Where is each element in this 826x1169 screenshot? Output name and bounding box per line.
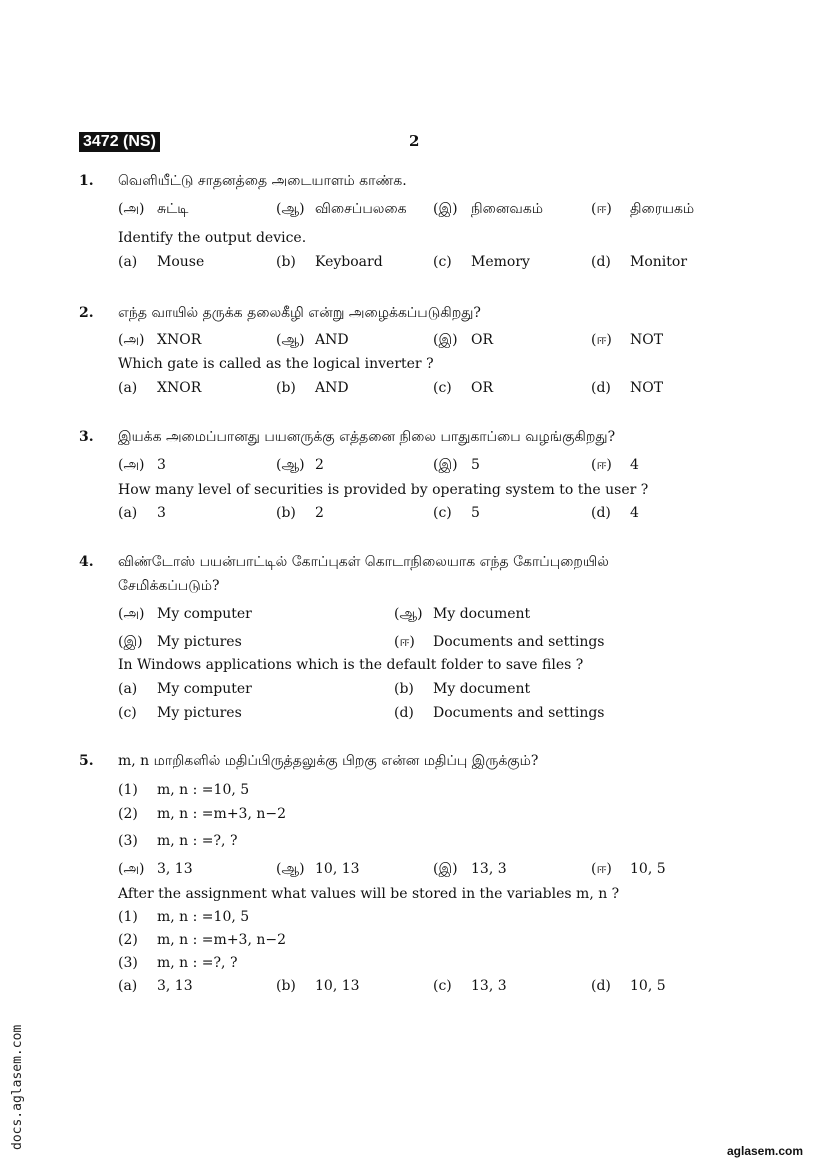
option-marker: (அ) [118,457,145,473]
question-tamil-text: m, n மாறிகளில் மதிப்பிருத்தலுக்கு பிறகு என்ன மதிப்பு இருக்கும்? [118,753,539,769]
option-marker: (b) [276,978,296,994]
option-text: Keyboard [315,254,383,270]
step-marker: (2) [118,932,138,948]
option-text: My computer [157,606,252,622]
step-text: m, n : =?, ? [157,955,238,971]
page-number: 2 [409,132,420,150]
option-marker: (a) [118,380,138,396]
option-marker: (அ) [118,861,145,877]
question-english-text: After the assignment what values will be stored in the variables m, n ? [118,886,620,902]
option-text: Documents and settings [433,705,605,721]
option-text: 5 [471,505,480,521]
option-marker: (d) [591,380,611,396]
step-text: m, n : =m+3, n−2 [157,806,287,822]
option-text: XNOR [157,332,202,348]
option-text: My pictures [157,634,242,650]
option-marker: (a) [118,978,138,994]
option-marker: (இ) [433,457,458,473]
option-marker: (a) [118,254,138,270]
option-marker: (c) [118,705,137,721]
step-text: m, n : =?, ? [157,833,238,849]
option-marker: (c) [433,254,452,270]
question-tamil-text: விண்டோஸ் பயன்பாட்டில் கோப்புகள் கொடாநிலையாக எந்த கோப்புறையில் [118,554,609,570]
option-text: My document [433,606,531,622]
option-text: 10, 13 [315,978,360,994]
footer-brand[interactable]: aglasem.com [727,1144,804,1158]
paper-code-badge: 3472 (NS) [79,132,160,152]
option-marker: (அ) [118,606,145,622]
step-marker: (1) [118,782,138,798]
option-marker: (b) [276,380,296,396]
option-marker: (d) [394,705,414,721]
question-tamil-text-continued: சேமிக்கப்படும்? [118,578,220,594]
option-text: AND [315,332,349,348]
option-marker: (ஈ) [591,332,612,348]
option-marker: (இ) [118,634,143,650]
option-text: AND [315,380,349,396]
option-text: 5 [471,457,480,473]
option-marker: (c) [433,505,452,521]
question-english-text: Which gate is called as the logical inverter ? [118,356,434,372]
side-watermark: docs.aglasem.com [10,1024,25,1150]
question-tamil-text: வெளியீட்டு சாதனத்தை அடையாளம் காண்க. [118,173,407,189]
option-marker: (இ) [433,861,458,877]
option-marker: (ஈ) [591,861,612,877]
option-marker: (ஈ) [591,457,612,473]
option-text: 2 [315,505,324,521]
question-english-text: How many level of securities is provided by operating system to the user ? [118,482,649,498]
option-marker: (ஈ) [394,634,415,650]
question-english-text: Identify the output device. [118,230,307,246]
option-text: 2 [315,457,324,473]
step-marker: (1) [118,909,138,925]
option-text: My document [433,681,531,697]
option-marker: (b) [276,505,296,521]
option-text: OR [471,380,494,396]
option-marker: (c) [433,978,452,994]
option-text: Monitor [630,254,688,270]
option-marker: (a) [118,681,138,697]
step-text: m, n : =m+3, n−2 [157,932,287,948]
option-text: 10, 5 [630,978,666,994]
option-marker: (ஆ) [394,606,423,622]
question-tamil-text: எந்த வாயில் தருக்க தலைகீழி என்று அழைக்கப்படுகிறது? [118,305,481,321]
question-number: 3. [79,429,94,445]
option-marker: (அ) [118,332,145,348]
option-text: NOT [630,380,664,396]
option-marker: (b) [394,681,414,697]
option-text: 10, 13 [315,861,360,877]
option-text: திரையகம் [630,201,695,217]
question-english-text: In Windows applications which is the default folder to save files ? [118,657,584,673]
question-number: 5. [79,753,94,769]
step-marker: (3) [118,833,138,849]
option-marker: (ஆ) [276,332,305,348]
option-text: Mouse [157,254,205,270]
option-text: சுட்டி [157,201,189,217]
step-text: m, n : =10, 5 [157,782,250,798]
option-text: NOT [630,332,664,348]
option-marker: (d) [591,254,611,270]
option-text: 3 [157,457,166,473]
option-text: 10, 5 [630,861,666,877]
option-text: 3, 13 [157,861,193,877]
option-text: XNOR [157,380,202,396]
option-text: 3, 13 [157,978,193,994]
option-text: 4 [630,457,639,473]
option-text: My computer [157,681,252,697]
question-number: 2. [79,305,94,321]
option-text: 13, 3 [471,861,507,877]
option-text: 13, 3 [471,978,507,994]
question-number: 1. [79,173,94,189]
step-text: m, n : =10, 5 [157,909,250,925]
option-marker: (அ) [118,201,145,217]
option-text: விசைப்பலகை [315,201,407,217]
option-text: Memory [471,254,530,270]
option-marker: (இ) [433,201,458,217]
option-text: 3 [157,505,166,521]
option-marker: (ஆ) [276,457,305,473]
step-marker: (3) [118,955,138,971]
option-marker: (a) [118,505,138,521]
option-text: Documents and settings [433,634,605,650]
option-marker: (d) [591,505,611,521]
option-text: நினைவகம் [471,201,544,217]
step-marker: (2) [118,806,138,822]
option-text: 4 [630,505,639,521]
option-marker: (ஈ) [591,201,612,217]
option-marker: (ஆ) [276,201,305,217]
option-marker: (b) [276,254,296,270]
question-tamil-text: இயக்க அமைப்பானது பயனருக்கு எத்தனை நிலை பாதுகாப்பை வழங்குகிறது? [118,429,616,445]
option-text: My pictures [157,705,242,721]
option-marker: (ஆ) [276,861,305,877]
option-marker: (இ) [433,332,458,348]
option-marker: (d) [591,978,611,994]
option-text: OR [471,332,494,348]
question-number: 4. [79,554,94,570]
option-marker: (c) [433,380,452,396]
